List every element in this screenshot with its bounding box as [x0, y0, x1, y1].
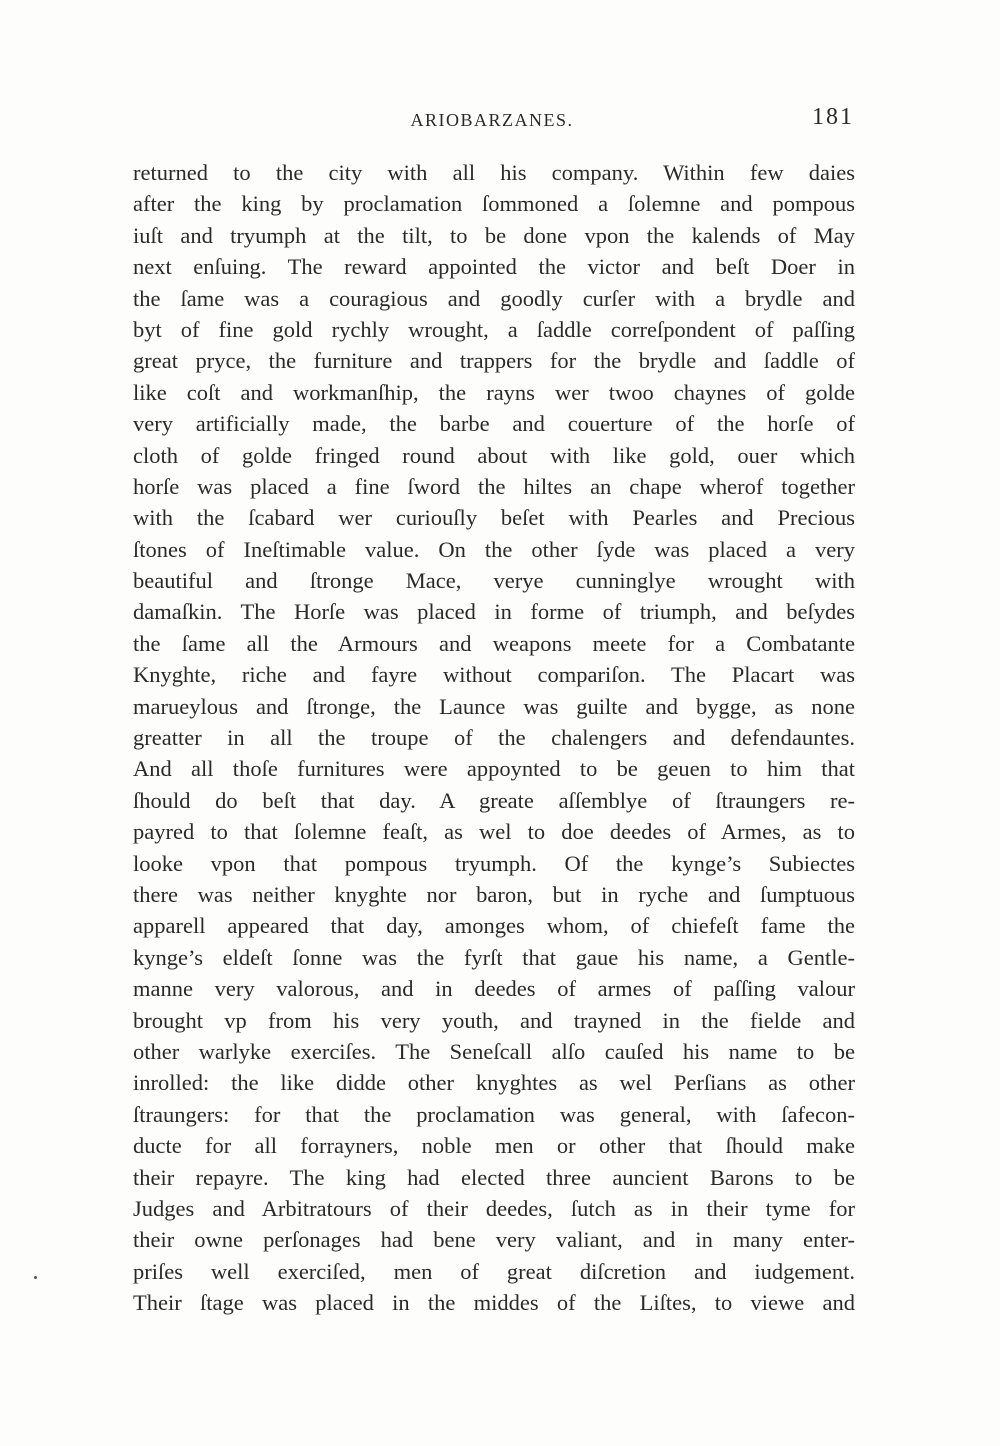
text-line: byt of fine gold rychly wrought, a ſaddle correſpondent of paſſing: [133, 316, 855, 342]
page-number: 181: [812, 104, 854, 130]
page-speck: [34, 1276, 37, 1279]
text-line: very artificially made, the barbe and couerture of the horſe of: [133, 411, 855, 437]
text-line: iuſt and tryumph at the tilt, to be done vpon the kalends of May: [133, 222, 855, 248]
text-line: after the king by proclamation ſommoned a ſolemne and pompous: [133, 191, 855, 217]
text-line: like coſt and workmanſhip, the rayns wer twoo chaynes of golde: [133, 379, 855, 405]
text-line: inrolled: the like didde other knyghtes as wel Perſians as other: [133, 1070, 855, 1096]
text-line: their repayre. The king had elected three auncient Barons to be: [133, 1164, 855, 1190]
text-line: returned to the city with all his company. Within few daies: [133, 160, 855, 185]
text-line: kynge’s eldeſt ſonne was the fyrſt that gaue his name, a Gentle-: [133, 944, 855, 970]
text-line: damaſkin. The Horſe was placed in forme of triumph, and beſydes: [133, 599, 855, 625]
text-line: marueylous and ſtronge, the Launce was guilte and bygge, as none: [133, 693, 855, 719]
text-line: other warlyke exerciſes. The Seneſcall alſo cauſed his name to be: [133, 1038, 855, 1064]
text-line: great pryce, the furniture and trappers for the brydle and ſaddle of: [133, 348, 855, 374]
text-line: next enſuing. The reward appointed the victor and beſt Doer in: [133, 254, 855, 280]
text-line: with the ſcabard wer curiouſly beſet with Pearles and Precious: [133, 505, 855, 531]
text-line: Their ſtage was placed in the middes of the Liſtes, to viewe and: [133, 1290, 855, 1316]
text-line: brought vp from his very youth, and trayned in the fielde and: [133, 1007, 855, 1033]
text-line: their owne perſonages had bene very valiant, and in many enter-: [133, 1227, 855, 1253]
text-line: there was neither knyghte nor baron, but in ryche and ſumptuous: [133, 881, 855, 907]
text-line: ducte for all forrayners, noble men or other that ſhould make: [133, 1133, 855, 1159]
text-line: cloth of golde fringed round about with like gold, ouer which: [133, 442, 855, 468]
text-line: And all thoſe furnitures were appoynted to be geuen to him that: [133, 756, 855, 782]
text-line: horſe was placed a fine ſword the hiltes an chape wherof together: [133, 473, 855, 499]
text-line: greatter in all the troupe of the chalengers and defendauntes.: [133, 725, 855, 751]
text-line: Judges and Arbitratours of their deedes, ſutch as in their tyme for: [133, 1195, 855, 1221]
text-line: manne very valorous, and in deedes of armes of paſſing valour: [133, 976, 855, 1002]
text-line: beautiful and ſtronge Mace, verye cunninglye wrought with: [133, 568, 855, 594]
body-text: [133, 157, 855, 1318]
text-line: ſtraungers: for that the proclamation was general, with ſafecon-: [133, 1101, 855, 1127]
text-line: priſes well exerciſed, men of great diſcretion and iudgement.: [133, 1258, 855, 1284]
running-head: [130, 104, 854, 138]
text-line: ſhould do beſt that day. A greate aſſemblye of ſtraungers re-: [133, 787, 855, 813]
text-line: looke vpon that pompous tryumph. Of the kynge’s Subiectes: [133, 850, 855, 876]
running-head-title: ARIOBARZANES.: [410, 110, 574, 130]
text-line: ſtones of Ineſtimable value. On the other ſyde was placed a very: [133, 536, 855, 562]
text-line: the ſame was a couragious and goodly curſer with a brydle and: [133, 285, 855, 311]
text-line: the ſame all the Armours and weapons meete for a Combatante: [133, 630, 855, 656]
text-line: apparell appeared that day, amonges whom, of chiefeſt fame the: [133, 913, 855, 939]
text-line: Knyghte, riche and fayre without compariſon. The Placart was: [133, 662, 855, 688]
text-line: payred to that ſolemne feaſt, as wel to doe deedes of Armes, as to: [133, 819, 855, 845]
